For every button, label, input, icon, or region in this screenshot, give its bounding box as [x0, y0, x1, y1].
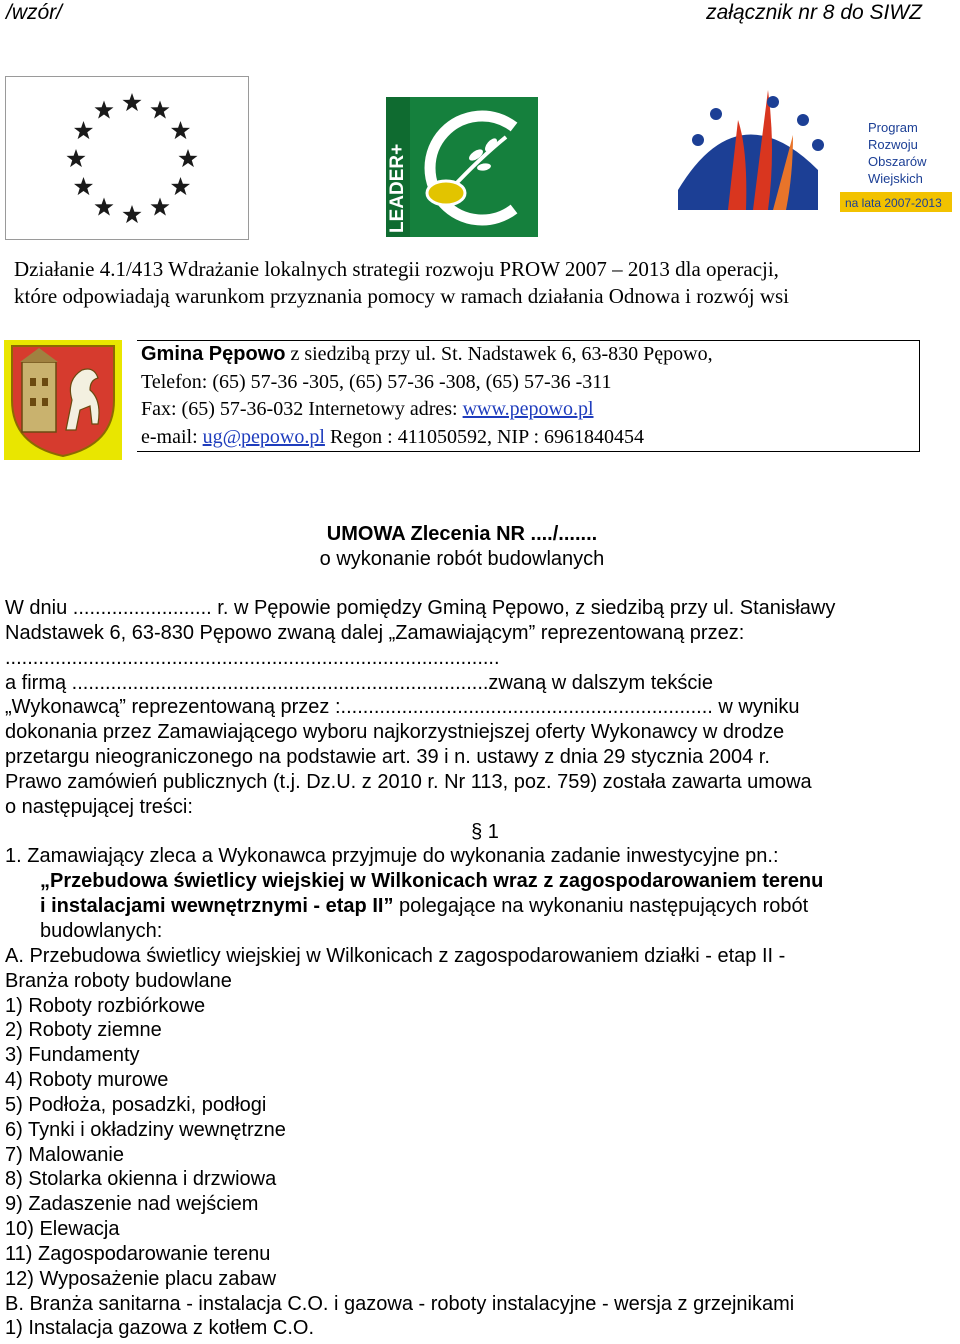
header-left: /wzór/: [6, 1, 63, 24]
contact-fax: Fax: (65) 57-36-032 Internetowy adres:: [141, 398, 463, 420]
body-line: przetargu nieograniczonego na podstawie art. 39 i n. ustawy z dnia 29 stycznia 2004 r.: [5, 746, 770, 769]
star-icon: [123, 205, 142, 223]
works-item: 1) Roboty rozbiórkowe: [5, 994, 206, 1017]
svg-text:Wiejskich: Wiejskich: [868, 171, 923, 186]
body-line: „Wykonawcą” reprezentowaną przez :................................................................... w wyniku: [5, 696, 800, 719]
star-icon: [74, 121, 93, 139]
works-item: 12) Wyposażenie placu zabaw: [5, 1267, 277, 1290]
body-line: a firmą ...........................................................................zwaną w dalszym tekście: [5, 671, 713, 694]
task-name-part: i instalacjami wewnętrznymi - etap II”: [40, 895, 394, 918]
works-item: 7) Malowanie: [5, 1143, 124, 1166]
leader-logo: [386, 97, 538, 237]
item-1-task-line: [5, 894, 935, 919]
svg-text:na lata 2007-2013: na lata 2007-2013: [845, 196, 942, 210]
body-line: Nadstawek 6, 63-830 Pępowo zwaną dalej „Zamawiającym” reprezentowaną przez:: [5, 621, 745, 644]
item-1-tail: polegające na wykonaniu następujących robót: [393, 895, 809, 918]
works-item: 4) Roboty murowe: [5, 1069, 169, 1092]
contact-line-email: [141, 424, 919, 452]
part-a-title: A. Przebudowa świetlicy wiejskiej w Wilkonicach z zagospodarowaniem działki - etap II -: [5, 944, 786, 967]
body-line: o następującej treści:: [5, 795, 193, 818]
eu-flag-logo: [5, 76, 249, 240]
intro-line: Działanie 4.1/413 Wdrażanie lokalnych strategii rozwoju PROW 2007 – 2013 dla operacji,: [14, 257, 779, 281]
svg-text:Rozwoju: Rozwoju: [868, 137, 918, 152]
task-name-part: „Przebudowa świetlicy wiejskiej w Wilkonicach wraz z zagospodarowaniem terenu: [40, 870, 824, 893]
contact-line-address: [141, 341, 919, 369]
part-a-subtitle: Branża roboty budowlane: [5, 969, 232, 992]
star-icon: [151, 101, 170, 119]
svg-text:LEADER+: LEADER+: [387, 143, 408, 233]
svg-text:Program: Program: [868, 120, 918, 135]
star-icon: [67, 149, 86, 167]
intro-line: które odpowiadają warunkom przyznania pomocy w ramach działania Odnowa i rozwój wsi: [14, 284, 789, 308]
star-icon: [95, 101, 114, 119]
works-item: 5) Podłoża, posadzki, podłogi: [5, 1093, 267, 1116]
part-b-title: B. Branża sanitarna - instalacja C.O. i gazowa - roboty instalacyjne - wersja z grzejnikami: [5, 1292, 795, 1315]
prow-logo: [668, 80, 956, 240]
municipality-name: Gmina Pępowo: [141, 343, 286, 365]
works-item: 6) Tynki i okładziny wewnętrzne: [5, 1118, 286, 1141]
star-icon: [151, 198, 170, 216]
star-icon: [171, 121, 190, 139]
document-body: [5, 596, 935, 1341]
body-line: W dniu ......................... r. w Pępowie pomiędzy Gminą Pępowo, z siedzibą przy ul. Stanisławy: [5, 597, 836, 619]
works-item: 9) Zadaszenie nad wejściem: [5, 1193, 259, 1216]
works-item: 10) Elewacja: [5, 1218, 120, 1241]
body-line: .........................................................................................: [5, 646, 500, 669]
contact-phone: Telefon: (65) 57-36 -305, (65) 57-36 -308, (65) 57-36 -311: [141, 370, 612, 393]
contact-box: [137, 340, 920, 452]
item-1-lead: 1. Zamawiający zleca a Wykonawca przyjmuje do wykonania zadanie inwestycyjne pn.:: [5, 845, 779, 868]
website-link[interactable]: www.pepowo.pl: [462, 398, 594, 420]
works-item: 8) Stolarka okienna i drzwiowa: [5, 1168, 277, 1191]
contact-regon: Regon : 411050592, NIP : 6961840454: [324, 425, 645, 448]
email-label: e-mail:: [141, 425, 203, 448]
contact-line-fax: [141, 396, 919, 424]
star-icon: [171, 177, 190, 195]
contact-address: z siedzibą przy ul. St. Nadstawek 6, 63-830 Pępowo,: [285, 343, 713, 365]
star-icon: [95, 198, 114, 216]
section-heading: § 1: [471, 820, 499, 843]
svg-text:Obszarów: Obszarów: [868, 154, 927, 169]
body-line: dokonania przez Zamawiającego wyboru najkorzystniejszej oferty Wykonawcy w drodze: [5, 721, 785, 744]
works-item: 3) Fundamenty: [5, 1044, 140, 1067]
item-1-tail2: budowlanych:: [40, 919, 163, 942]
star-icon: [179, 149, 198, 167]
star-icon: [123, 93, 142, 111]
works-item: 11) Zagospodarowanie terenu: [5, 1242, 271, 1265]
body-line: Prawo zamówień publicznych (t.j. Dz.U. z 2010 r. Nr 113, poz. 759) została zawarta umowa: [5, 770, 812, 793]
star-icon: [74, 177, 93, 195]
header-right: załącznik nr 8 do SIWZ: [706, 1, 922, 24]
document-subtitle: o wykonanie robót budowlanych: [319, 548, 605, 570]
part-b-item: 1) Instalacja gazowa z kotłem C.O.: [5, 1317, 315, 1340]
intro-text: [14, 256, 944, 310]
coat-of-arms-icon: [4, 340, 122, 460]
eu-stars-icon: [67, 93, 198, 223]
email-link[interactable]: ug@pepowo.pl: [202, 425, 325, 448]
item-1-task-name: [5, 869, 935, 894]
works-item: 2) Roboty ziemne: [5, 1019, 162, 1042]
document-title: UMOWA Zlecenia NR ..../.......: [326, 523, 598, 545]
